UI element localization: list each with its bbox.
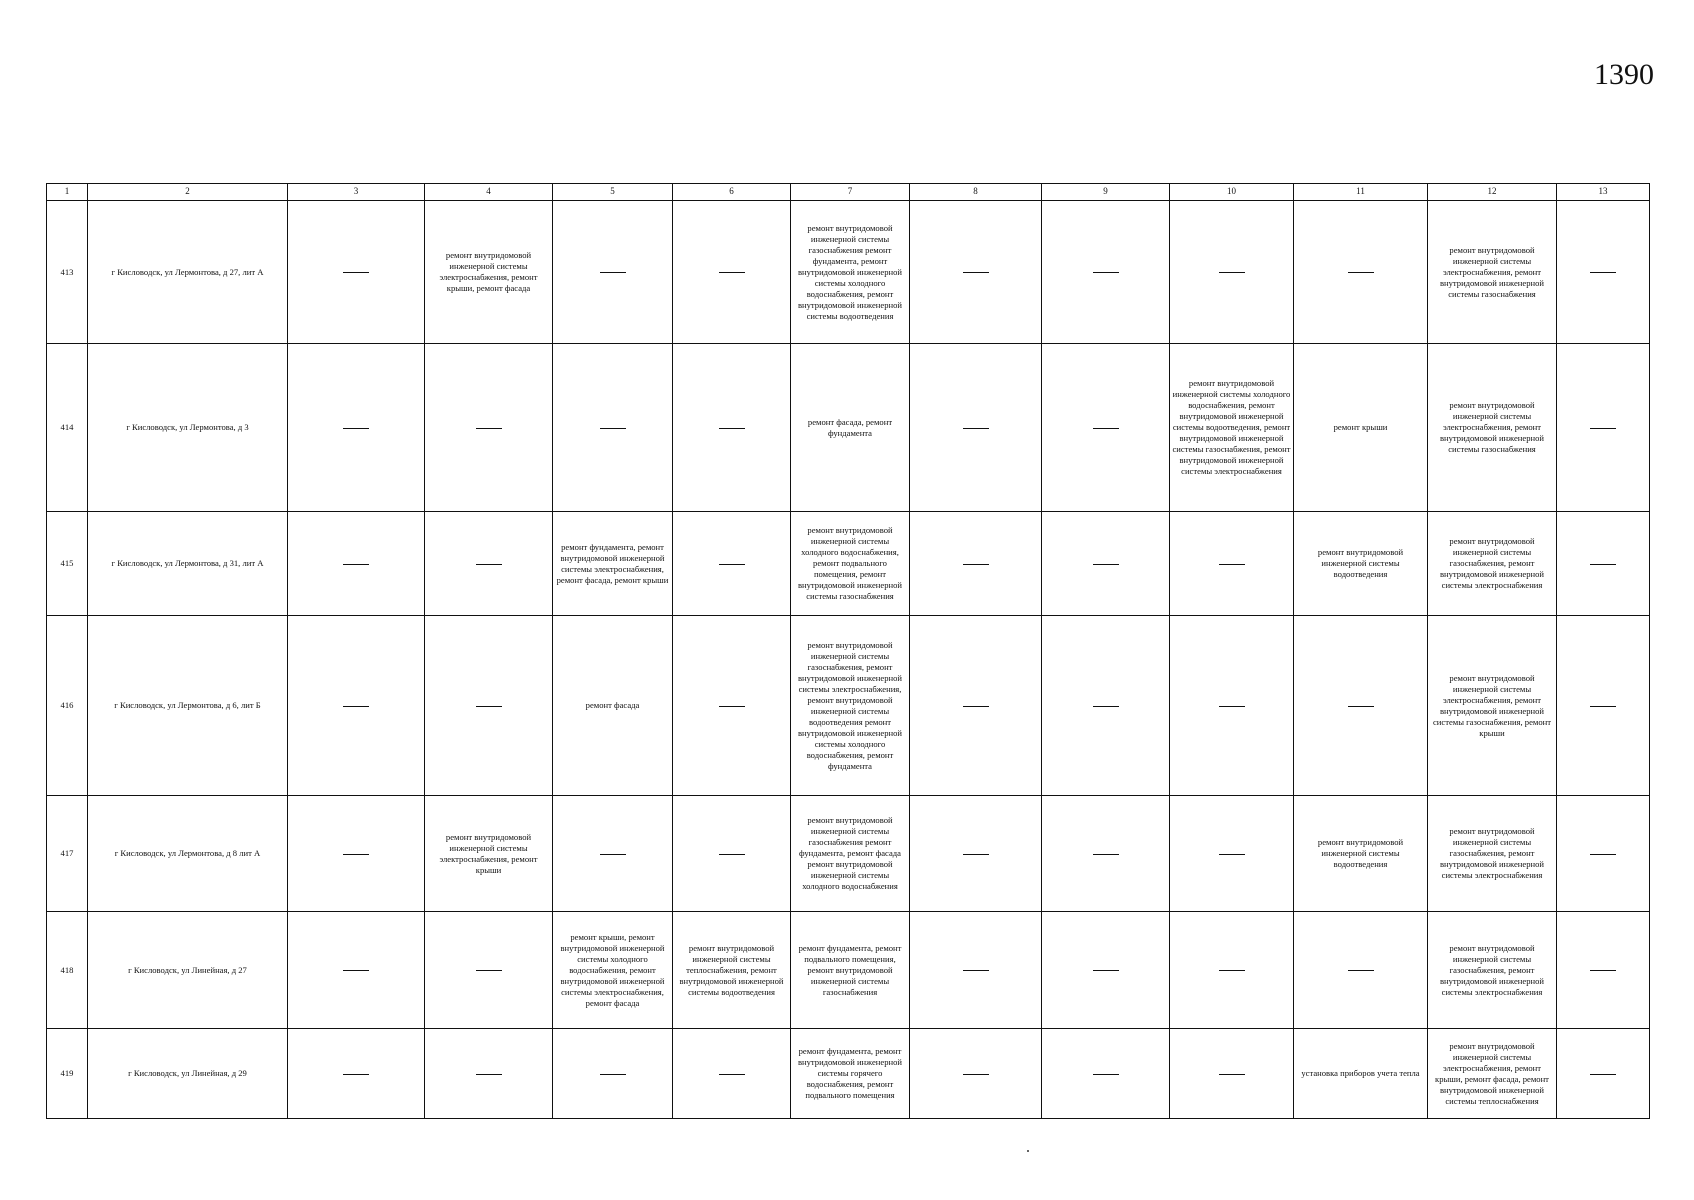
table-row [47,344,1650,512]
dash-mark [1093,428,1119,429]
dash-mark [1219,272,1245,273]
table-row [47,512,1650,616]
empty-cell [1170,1029,1294,1119]
row-number: 413 [47,201,88,344]
empty-cell [1170,796,1294,912]
work-cell: ремонт внутридомовой инженерной системы газоснабжения, ремонт внутридомовой инженерной системы электроснабжения [1428,912,1557,1029]
work-cell: ремонт внутридомовой инженерной системы теплоснабжения, ремонт внутридомовой инженерной системы водоотведения [673,912,791,1029]
row-number: 415 [47,512,88,616]
work-cell: ремонт фундамента, ремонт внутридомовой инженерной системы электроснабжения, ремонт фасада, ремонт крыши [553,512,673,616]
dash-mark [1590,706,1616,707]
dash-mark [1093,1074,1119,1075]
dash-mark [476,1074,502,1075]
table-row [47,912,1650,1029]
dash-mark [963,428,989,429]
dash-mark [600,854,626,855]
address-cell: г Кисловодск, ул Лермонтова, д 31, лит А [88,512,288,616]
empty-cell [1294,912,1428,1029]
address-cell: г Кисловодск, ул Линейная, д 29 [88,1029,288,1119]
empty-cell [910,512,1042,616]
work-cell: ремонт внутридомовой инженерной системы холодного водоснабжения, ремонт подвального помещения, ремонт внутридомовой инженерной системы газоснабжения [791,512,910,616]
row-number: 418 [47,912,88,1029]
empty-cell [1557,344,1650,512]
empty-cell [1042,796,1170,912]
column-header-8: 8 [910,184,1042,201]
dash-mark [719,706,745,707]
empty-cell [673,344,791,512]
empty-cell [1042,344,1170,512]
column-header-7: 7 [791,184,910,201]
work-cell: ремонт внутридомовой инженерной системы газоснабжения, ремонт внутридомовой инженерной системы электроснабжения [1428,512,1557,616]
address-cell: г Кисловодск, ул Лермонтова, д 3 [88,344,288,512]
empty-cell [1170,201,1294,344]
dash-mark [963,564,989,565]
column-header-4: 4 [425,184,553,201]
dash-mark [476,428,502,429]
dash-mark [1590,1074,1616,1075]
empty-cell [1557,912,1650,1029]
dash-mark [343,970,369,971]
address-cell: г Кисловодск, ул Лермонтова, д 27, лит А [88,201,288,344]
dash-mark [1590,970,1616,971]
work-cell: ремонт внутридомовой инженерной системы водоотведения [1294,796,1428,912]
table-row [47,1029,1650,1119]
empty-cell [288,796,425,912]
dash-mark [719,272,745,273]
empty-cell [910,201,1042,344]
dash-mark [963,1074,989,1075]
dash-mark [343,428,369,429]
page-number: 1390 [1594,58,1654,91]
dash-mark [343,854,369,855]
empty-cell [553,796,673,912]
empty-cell [1294,201,1428,344]
row-number: 417 [47,796,88,912]
table-header [47,184,1650,201]
work-cell: ремонт фундамента, ремонт внутридомовой инженерной системы горячего водоснабжения, ремонт подвального помещения [791,1029,910,1119]
empty-cell [1042,616,1170,796]
empty-cell [288,616,425,796]
work-cell: ремонт внутридомовой инженерной системы холодного водоснабжения, ремонт внутридомовой инженерной системы водоотведения, ремонт внутридомовой инженерной системы газоснабжения, ремонт внутридомовой инженерной системы электроснабжения [1170,344,1294,512]
dash-mark [600,272,626,273]
dash-mark [1093,854,1119,855]
dash-mark [600,428,626,429]
empty-cell [910,344,1042,512]
work-cell: ремонт крыши [1294,344,1428,512]
dash-mark [719,1074,745,1075]
empty-cell [910,616,1042,796]
empty-cell [288,912,425,1029]
empty-cell [553,1029,673,1119]
work-cell: ремонт фасада [553,616,673,796]
dash-mark [476,970,502,971]
dash-mark [1590,428,1616,429]
dash-mark [719,428,745,429]
column-header-2: 2 [88,184,288,201]
empty-cell [1170,512,1294,616]
address-cell: г Кисловодск, ул Лермонтова, д 8 лит А [88,796,288,912]
empty-cell [288,201,425,344]
dash-mark [1219,854,1245,855]
empty-cell [288,1029,425,1119]
dash-mark [343,706,369,707]
column-header-11: 11 [1294,184,1428,201]
dash-mark [343,272,369,273]
work-cell: ремонт внутридомовой инженерной системы электроснабжения, ремонт крыши, ремонт фасада, ремонт внутридомовой инженерной системы теплоснабжения [1428,1029,1557,1119]
table-row [47,796,1650,912]
dash-mark [1590,854,1616,855]
work-cell: ремонт внутридомовой инженерной системы электроснабжения, ремонт крыши [425,796,553,912]
empty-cell [425,912,553,1029]
column-header-6: 6 [673,184,791,201]
column-header-10: 10 [1170,184,1294,201]
dash-mark [1093,564,1119,565]
dash-mark [1348,272,1374,273]
dash-mark [963,706,989,707]
column-header-1: 1 [47,184,88,201]
empty-cell [1042,512,1170,616]
empty-cell [553,344,673,512]
row-number: 414 [47,344,88,512]
dash-mark [1348,706,1374,707]
dash-mark [343,1074,369,1075]
empty-cell [288,344,425,512]
work-cell: ремонт крыши, ремонт внутридомовой инженерной системы холодного водоснабжения, ремонт внутридомовой инженерной системы электроснабжения, ремонт фасада [553,912,673,1029]
column-header-9: 9 [1042,184,1170,201]
dash-mark [719,854,745,855]
empty-cell [1557,796,1650,912]
empty-cell [673,1029,791,1119]
dash-mark [963,854,989,855]
empty-cell [553,201,673,344]
empty-cell [425,1029,553,1119]
empty-cell [1170,616,1294,796]
table-body [47,201,1650,1119]
empty-cell [1557,616,1650,796]
dash-mark [1219,1074,1245,1075]
work-cell: ремонт внутридомовой инженерной системы газоснабжения, ремонт внутридомовой инженерной системы электроснабжения [1428,796,1557,912]
empty-cell [1557,512,1650,616]
dash-mark [343,564,369,565]
empty-cell [910,1029,1042,1119]
dash-mark [963,272,989,273]
empty-cell [673,201,791,344]
empty-cell [910,912,1042,1029]
empty-cell [1294,616,1428,796]
address-cell: г Кисловодск, ул Лермонтова, д 6, лит Б [88,616,288,796]
empty-cell [425,512,553,616]
empty-cell [1170,912,1294,1029]
empty-cell [1042,201,1170,344]
column-header-5: 5 [553,184,673,201]
dash-mark [600,1074,626,1075]
empty-cell [910,796,1042,912]
dash-mark [1590,564,1616,565]
work-cell: ремонт внутридомовой инженерной системы электроснабжения, ремонт внутридомовой инженерной системы газоснабжения [1428,201,1557,344]
dash-mark [1219,970,1245,971]
empty-cell [673,796,791,912]
empty-cell [1042,1029,1170,1119]
dash-mark [1093,970,1119,971]
work-cell: установка приборов учета тепла [1294,1029,1428,1119]
dash-mark [719,564,745,565]
work-cell: ремонт внутридомовой инженерной системы электроснабжения, ремонт внутридомовой инженерной системы газоснабжения, ремонт крыши [1428,616,1557,796]
dash-mark [476,564,502,565]
work-cell: ремонт внутридомовой инженерной системы газоснабжения ремонт фундамента, ремонт внутридомовой инженерной системы холодного водоснабжения, ремонт внутридомовой инженерной системы водоотведения [791,201,910,344]
dash-mark [963,970,989,971]
speck [1027,1150,1029,1152]
work-cell: ремонт внутридомовой инженерной системы водоотведения [1294,512,1428,616]
table-row [47,201,1650,344]
empty-cell [425,344,553,512]
work-cell: ремонт внутридомовой инженерной системы газоснабжения ремонт фундамента, ремонт фасада ремонт внутридомовой инженерной системы холодного водоснабжения [791,796,910,912]
dash-mark [1590,272,1616,273]
dash-mark [1348,970,1374,971]
work-cell: ремонт фасада, ремонт фундамента [791,344,910,512]
address-cell: г Кисловодск, ул Линейная, д 27 [88,912,288,1029]
work-cell: ремонт внутридомовой инженерной системы электроснабжения, ремонт внутридомовой инженерной системы газоснабжения [1428,344,1557,512]
empty-cell [288,512,425,616]
column-header-13: 13 [1557,184,1650,201]
empty-cell [1557,201,1650,344]
empty-cell [425,616,553,796]
dash-mark [1093,706,1119,707]
work-cell: ремонт фундамента, ремонт подвального помещения, ремонт внутридомовой инженерной системы газоснабжения [791,912,910,1029]
work-cell: ремонт внутридомовой инженерной системы электроснабжения, ремонт крыши, ремонт фасада [425,201,553,344]
empty-cell [1557,1029,1650,1119]
dash-mark [476,706,502,707]
empty-cell [673,616,791,796]
dash-mark [1093,272,1119,273]
column-number-row [47,184,1650,201]
empty-cell [673,512,791,616]
renovation-table [46,183,1650,1119]
dash-mark [1219,706,1245,707]
empty-cell [1042,912,1170,1029]
table-row [47,616,1650,796]
column-header-3: 3 [288,184,425,201]
row-number: 416 [47,616,88,796]
work-cell: ремонт внутридомовой инженерной системы газоснабжения, ремонт внутридомовой инженерной системы электроснабжения, ремонт внутридомовой инженерной системы водоотведения ремонт внутридомовой инженерной системы холодного водоснабжения, ремонт фундамента [791,616,910,796]
row-number: 419 [47,1029,88,1119]
dash-mark [1219,564,1245,565]
column-header-12: 12 [1428,184,1557,201]
